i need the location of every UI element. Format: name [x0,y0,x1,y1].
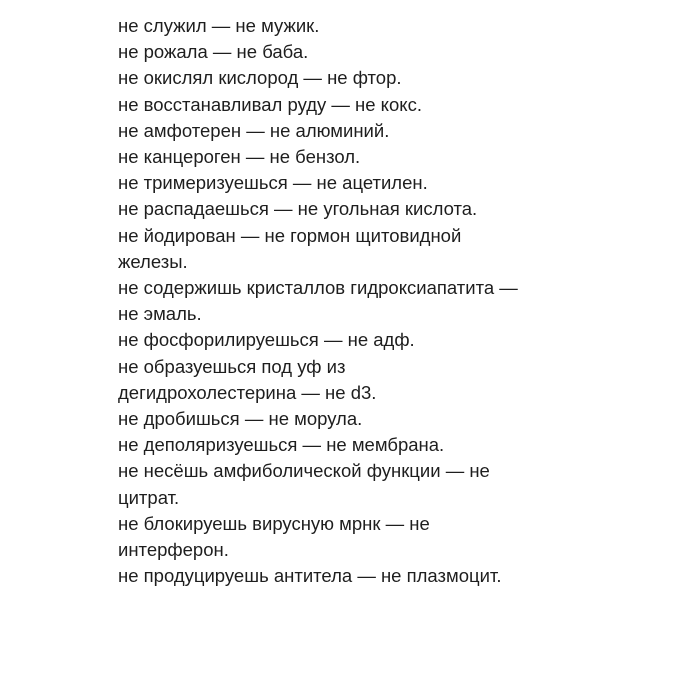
text-line: не деполяризуешься — не мембрана. [118,434,445,456]
text-line: не несёшь амфиболической функции — не [118,460,490,482]
text-line: не блокируешь вирусную мрнк — не [118,512,430,534]
text-line: цитрат. [118,486,180,508]
text-line: не служил — не мужик. [118,15,320,36]
text-document [118,13,678,589]
text-line: не канцероген — не бензол. [118,146,361,168]
text-line: железы. [118,250,188,272]
text-line: не продуцируешь антитела — не плазмоцит. [118,565,502,587]
text-line: не эмаль. [118,303,202,325]
text-line: не фосфорилируешься — не адф. [118,329,415,351]
text-line: не дробишься — не морула. [118,408,363,430]
text-line: не восстанавливал руду — не кокс. [118,93,422,115]
text-line: не рожала — не баба. [118,41,309,63]
text-line: не содержишь кристаллов гидроксиапатита — [118,277,518,299]
text-line: не распадаешься — не угольная кислота. [118,198,478,220]
text-line: дегидрохолестерина — не d3. [118,381,377,403]
text-line: не тримеризуешься — не ацетилен. [118,172,428,194]
text-line: не окислял кислород — не фтор. [118,67,402,89]
text-line: интерферон. [118,539,229,561]
text-line: не йодирован — не гормон щитовидной [118,224,462,246]
text-line: не амфотерен — не алюминий. [118,119,390,141]
text-line: не образуешься под уф из [118,355,346,377]
